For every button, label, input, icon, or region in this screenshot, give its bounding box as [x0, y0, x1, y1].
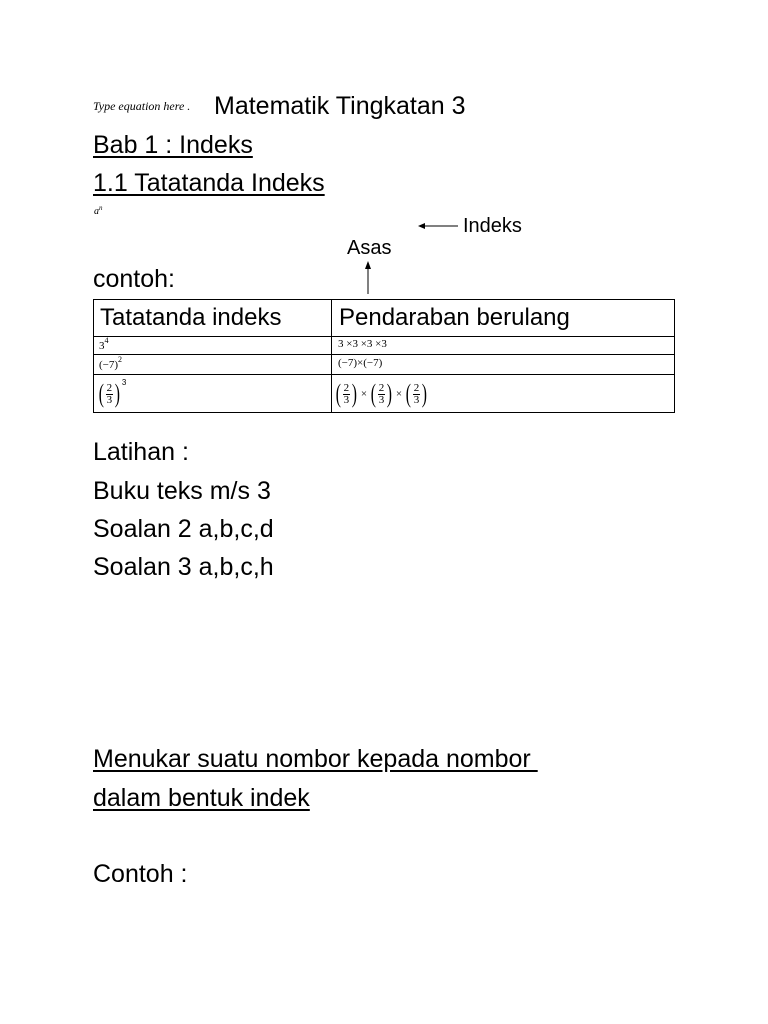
index-arrow-icon: [410, 218, 470, 234]
base-arrow-icon: [361, 260, 375, 296]
convert-heading-line-1: Menukar suatu nombor kepada nombor: [93, 745, 538, 773]
equation-placeholder[interactable]: Type equation here .: [93, 99, 191, 113]
exercise-line-1: Buku teks m/s 3: [93, 477, 271, 505]
table-row-3-expanded: ( $\frac{2}{3}$ ) × ( $\frac{2}{3}$ ) × ( $\frac{2}{3}$ ): [335, 379, 428, 408]
header-index-notation: Tatatanda indeks: [100, 304, 282, 331]
convert-heading-line-2: dalam bentuk indek: [93, 784, 310, 812]
section-heading: 1.1 Tatatanda Indeks: [93, 169, 325, 197]
table-row-2-expanded: (−7)×(−7): [338, 357, 383, 369]
table-row-3-index: ( $\frac{2}{3}$ ) 3: [98, 377, 127, 408]
exercise-heading: Latihan :: [93, 438, 189, 466]
table-row-1-index: $3^4$: [99, 336, 109, 352]
table-row-2-index: $(-7)^2$: [99, 355, 123, 371]
index-label: Indeks: [463, 215, 522, 237]
exercise-line-3: Soalan 3 a,b,c,h: [93, 553, 274, 581]
example-label: contoh:: [93, 265, 176, 293]
example2-label: Contoh :: [93, 860, 188, 888]
header-repeated-multiplication: Pendaraban berulang: [339, 304, 570, 331]
page-title: Matematik Tingkatan 3: [214, 92, 466, 120]
base-label: Asas: [347, 237, 392, 259]
index-table: [93, 299, 675, 413]
chapter-heading: Bab 1 : Indeks: [93, 131, 253, 159]
exercise-line-2: Soalan 2 a,b,c,d: [93, 515, 274, 543]
table-row-1-expanded: 3 ×3 ×3 ×3: [338, 338, 387, 350]
index-notation: [94, 206, 103, 217]
notation-exponent: n: [99, 204, 103, 212]
notation-base: a: [94, 206, 99, 217]
